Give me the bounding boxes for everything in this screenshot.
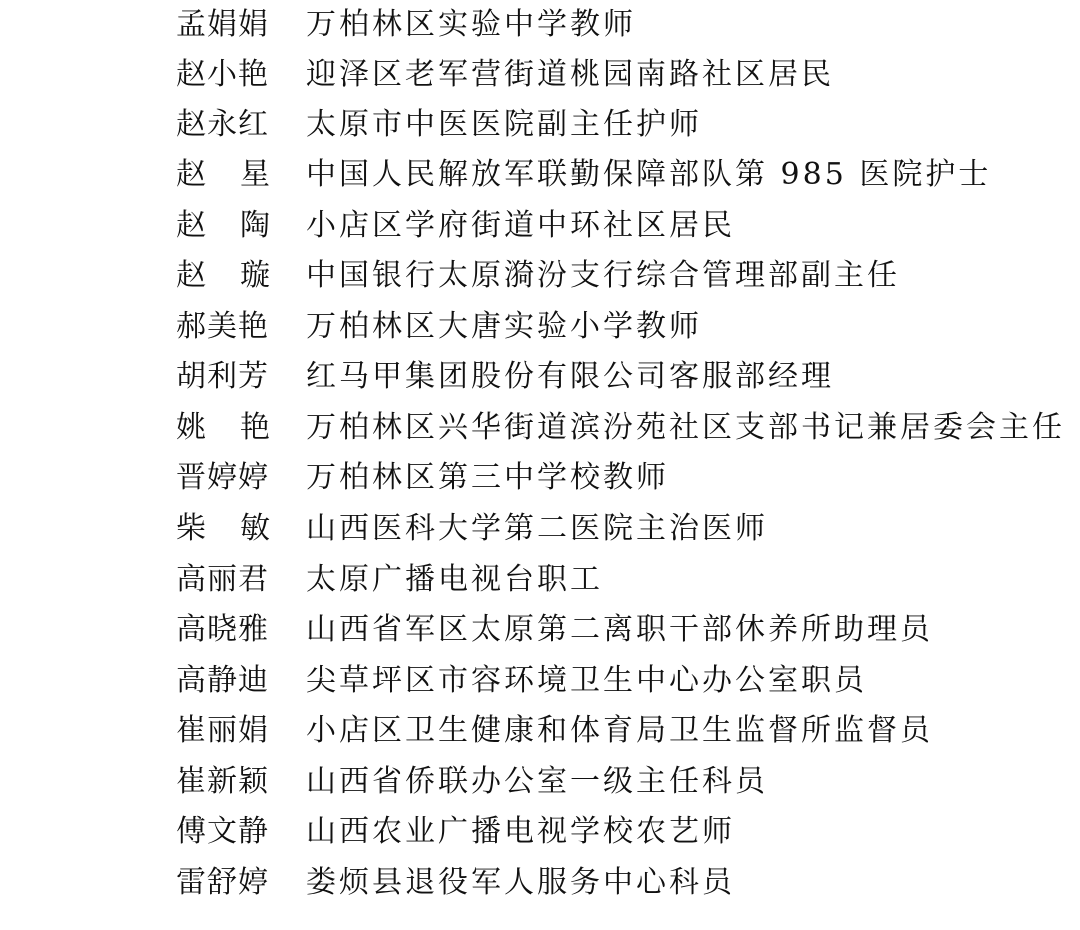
person-name-char: 璇 (240, 258, 270, 293)
person-name-char: 姚 (176, 410, 206, 445)
person-name-char: 赵 (176, 157, 206, 192)
person-name: 赵小艳 (176, 57, 269, 92)
list-item (0, 150, 1080, 200)
person-name: 崔新颖 (176, 764, 269, 799)
person-title: 山西省军区太原第二离职干部休养所助理员 (306, 612, 933, 647)
list-item (0, 807, 1080, 857)
person-title: 娄烦县退役军人服务中心科员 (306, 865, 735, 900)
person-title: 小店区学府街道中环社区居民 (306, 208, 735, 243)
list-item (0, 50, 1080, 100)
list-item (0, 656, 1080, 706)
list-item (0, 706, 1080, 756)
person-name-char: 敏 (240, 511, 270, 546)
person-title: 中国人民解放军联勤保障部队第 985 医院护士 (306, 157, 992, 192)
person-title: 迎泽区老军营街道桃园南路社区居民 (306, 57, 834, 92)
person-title: 山西省侨联办公室一级主任科员 (306, 764, 768, 799)
person-name-char: 陶 (240, 208, 270, 243)
list-item (0, 302, 1080, 352)
list-item (0, 403, 1080, 453)
person-name: 崔丽娟 (176, 713, 269, 748)
list-item (0, 757, 1080, 807)
list-item (0, 251, 1080, 301)
person-name-char: 赵 (176, 258, 206, 293)
person-title: 山西医科大学第二医院主治医师 (306, 511, 768, 546)
person-name: 雷舒婷 (176, 865, 269, 900)
person-name-char: 艳 (240, 410, 270, 445)
person-title: 山西农业广播电视学校农艺师 (306, 814, 735, 849)
person-name-char: 星 (240, 157, 270, 192)
person-name: 高丽君 (176, 562, 269, 597)
person-name: 胡利芳 (176, 359, 269, 394)
person-name: 晋婷婷 (176, 460, 269, 495)
person-name: 孟娟娟 (176, 7, 269, 42)
list-item (0, 453, 1080, 503)
person-name-char: 赵 (176, 208, 206, 243)
list-item (0, 504, 1080, 554)
person-title: 尖草坪区市容环境卫生中心办公室职员 (306, 663, 867, 698)
person-title: 小店区卫生健康和体育局卫生监督所监督员 (306, 713, 933, 748)
person-name-char: 柴 (176, 511, 206, 546)
list-item (0, 100, 1080, 150)
person-title: 红马甲集团股份有限公司客服部经理 (306, 359, 834, 394)
person-name: 高晓雅 (176, 612, 269, 647)
list-item (0, 0, 1080, 50)
person-name: 郝美艳 (176, 309, 269, 344)
person-name: 傅文静 (176, 814, 269, 849)
person-name: 高静迪 (176, 663, 269, 698)
person-title: 中国银行太原漪汾支行综合管理部副主任 (306, 258, 900, 293)
person-name: 赵永红 (176, 107, 269, 142)
list-item (0, 201, 1080, 251)
person-title: 万柏林区兴华街道滨汾苑社区支部书记兼居委会主任 (306, 410, 1065, 445)
person-title: 太原广播电视台职工 (306, 562, 603, 597)
person-title: 万柏林区第三中学校教师 (306, 460, 669, 495)
person-title: 万柏林区大唐实验小学教师 (306, 309, 702, 344)
person-title: 万柏林区实验中学教师 (306, 7, 636, 42)
list-item (0, 555, 1080, 605)
person-title: 太原市中医医院副主任护师 (306, 107, 702, 142)
list-item (0, 858, 1080, 908)
list-item (0, 605, 1080, 655)
list-item (0, 352, 1080, 402)
